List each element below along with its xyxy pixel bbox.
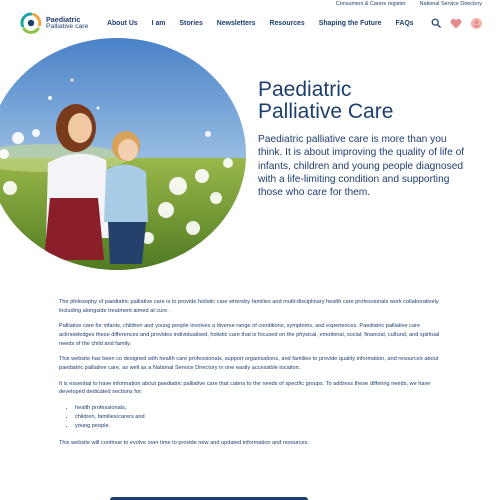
- hero-image: [0, 38, 246, 270]
- paragraph-range: Palliative care for infants, children and young people involves a diverse range of conditions, symptoms, and experiences. Paediatric palliative care acknowledges these differences and provides individualised, holistic care that is focused on the physical, emotional, social, financial, cultural, and spiritual needs of the child and family.: [59, 323, 440, 347]
- nav-shaping-the-future[interactable]: Shaping the Future: [318, 19, 382, 27]
- list-item: • young people.: [75, 422, 443, 431]
- profile-icon[interactable]: [471, 18, 482, 29]
- heart-icon[interactable]: [450, 18, 462, 29]
- page-title-line1: Paediatric: [258, 78, 352, 101]
- register-link[interactable]: Consumers & Carers register: [335, 1, 406, 7]
- paragraph-sections: It is essential to have information about paediatric palliative care that caters to the needs of specific groups. To address these differing needs, we have developed dedicated sections for:: [59, 380, 431, 396]
- header-icons: [431, 18, 482, 29]
- logo-title: Paediatric: [46, 14, 81, 24]
- directory-link[interactable]: National Service Directory: [419, 1, 482, 7]
- logo-mark-icon: [20, 12, 42, 34]
- nav-newsletters[interactable]: Newsletters: [216, 19, 256, 27]
- paragraph-philosophy: The philosophy of paediatric palliative care is to provide holistic care whereby families and multi-disciplinary health care professionals work collaboratively including alongside treatment aimed at cure.: [59, 299, 439, 314]
- list-item: • health professionals,: [75, 404, 443, 413]
- nav-stories[interactable]: Stories: [179, 19, 203, 27]
- paragraph-codesign: This website has been co designed with health care professionals, support organisations, and families to provide quality information, and resources about paediatric palliative care, as well as a National Service Directory in one easily accessible location.: [59, 356, 439, 371]
- paragraph-evolve: This website will continue to evolve over time to provide new and updated information and resources.: [59, 439, 309, 446]
- nav-about-us[interactable]: About Us: [107, 19, 138, 27]
- page-title: [258, 79, 393, 123]
- main-nav: [107, 20, 414, 27]
- nav-resources[interactable]: Resources: [269, 19, 305, 27]
- nav-i-am[interactable]: I am: [151, 19, 166, 27]
- main-content: [59, 298, 443, 454]
- utility-bar: [336, 1, 482, 7]
- sections-list: [75, 404, 443, 432]
- site-header: [20, 10, 482, 36]
- site-logo[interactable]: [20, 12, 104, 34]
- page-title-line2: Palliative Care: [258, 100, 394, 124]
- search-icon[interactable]: [431, 18, 441, 28]
- hero-intro: Paediatric palliative care is more than you think. It is about improving the quality of life of infants, children and young people diagnosed with a life-limiting condition and supporting those who care for them.: [258, 134, 465, 198]
- list-item: • children, families/carers and: [75, 413, 443, 422]
- nav-faqs[interactable]: FAQs: [395, 19, 414, 27]
- logo-subtitle: Palliative care: [46, 23, 89, 31]
